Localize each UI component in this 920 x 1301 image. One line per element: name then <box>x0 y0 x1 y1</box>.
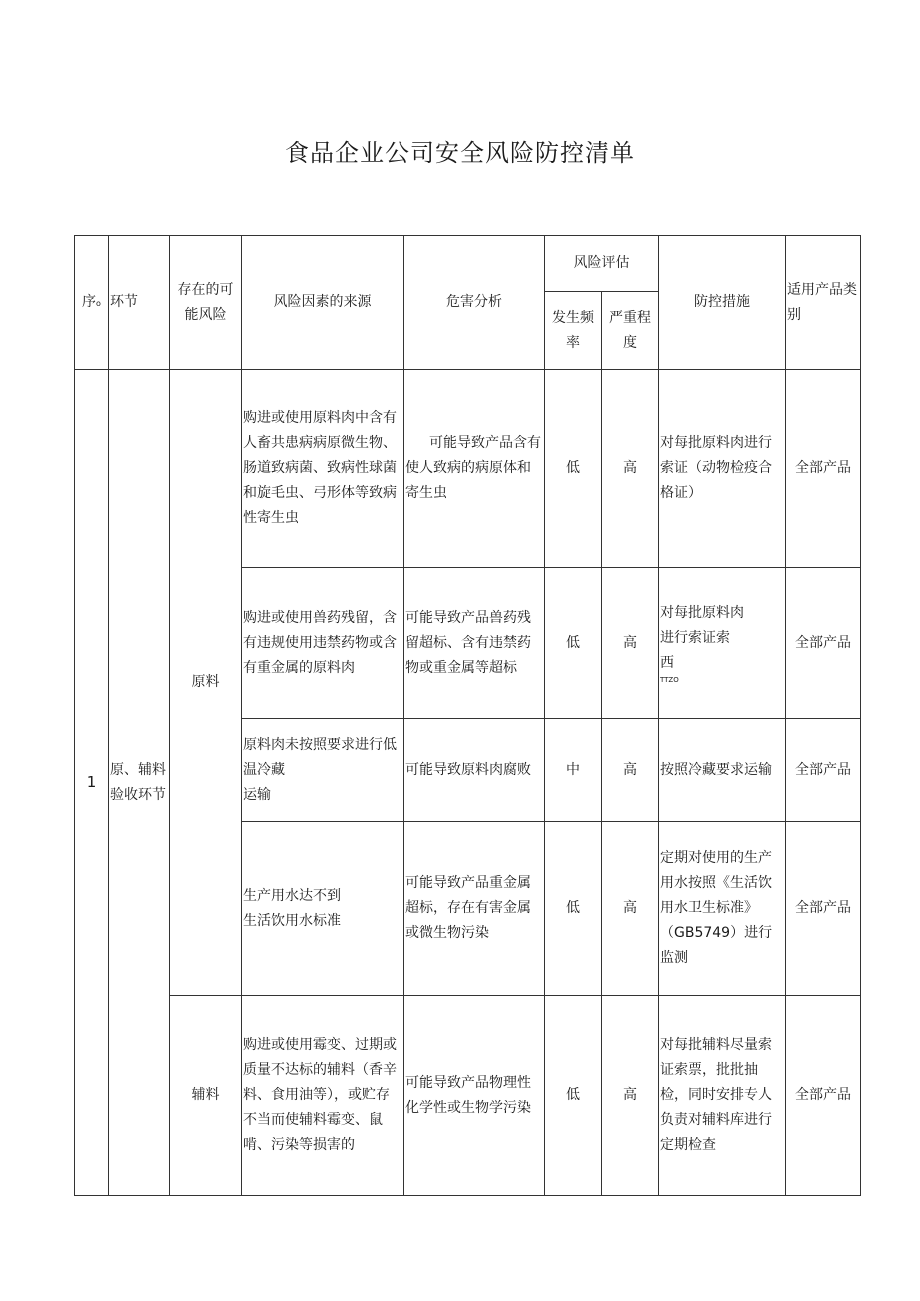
applicable-cell: 全部产品 <box>786 568 861 719</box>
hazard-cell: 可能导致产品重金属超标，存在有害金属或微生物污染 <box>404 822 545 996</box>
source-cell: 购进或使用原料肉中含有人畜共患病病原微生物、肠道致病菌、致病性球菌和旋毛虫、弓形体等致病性寄生虫 <box>242 370 404 568</box>
measures-cell: 对每批辅料尽量索证索票，批批抽检，同时安排专人负责对辅料库进行定期检查 <box>659 996 786 1196</box>
source-cell: 购进或使用霉变、过期或质量不达标的辅料（香辛料、食用油等），或贮存不当而使辅料霉变、鼠啃、污染等损害的 <box>242 996 404 1196</box>
header-frequency: 发生频率 <box>545 292 602 370</box>
group-stage: 原、辅料验收环节 <box>109 370 170 1196</box>
frequency-cell: 中 <box>545 719 602 822</box>
measures-note: TTZO <box>660 676 679 684</box>
applicable-cell: 全部产品 <box>786 370 861 568</box>
measures-cell: 定期对使用的生产用水按照《生活饮用水卫生标准》（GB5749）进行监测 <box>659 822 786 996</box>
header-hazard-analysis: 危害分析 <box>404 236 545 370</box>
source-cell: 生产用水达不到 生活饮用水标准 <box>242 822 404 996</box>
header-risk-source: 风险因素的来源 <box>242 236 404 370</box>
header-applicable: 适用产品类别 <box>786 236 861 370</box>
header-severity: 严重程度 <box>602 292 659 370</box>
hazard-cell: 可能导致产品含有使人致病的病原体和寄生虫 <box>404 370 545 568</box>
risk-cell: 辅料 <box>170 996 242 1196</box>
frequency-cell: 低 <box>545 370 602 568</box>
frequency-cell: 低 <box>545 822 602 996</box>
header-seq: 序o <box>75 236 109 370</box>
hazard-cell: 可能导致产品物理性化学性或生物学污染 <box>404 996 545 1196</box>
hazard-cell: 可能导致原料肉腐败 <box>404 719 545 822</box>
applicable-cell: 全部产品 <box>786 719 861 822</box>
severity-cell: 高 <box>602 822 659 996</box>
severity-cell: 高 <box>602 719 659 822</box>
risk-control-table <box>74 235 861 1196</box>
severity-cell: 高 <box>602 568 659 719</box>
table-row <box>75 996 861 1196</box>
frequency-cell: 低 <box>545 996 602 1196</box>
table-row <box>75 370 861 568</box>
measures-cell: 按照冷藏要求运输 <box>659 719 786 822</box>
applicable-cell: 全部产品 <box>786 822 861 996</box>
page-title: 食品企业公司安全风险防控清单 <box>285 139 635 167</box>
source-cell: 原料肉未按照要求进行低温冷藏 运输 <box>242 719 404 822</box>
header-measures: 防控措施 <box>659 236 786 370</box>
severity-cell: 高 <box>602 370 659 568</box>
measures-cell: 对每批原料肉 进行索证索 西 TTZO <box>659 568 786 719</box>
frequency-cell: 低 <box>545 568 602 719</box>
applicable-cell: 全部产品 <box>786 996 861 1196</box>
group-seq: 1 <box>75 370 109 1196</box>
header-possible-risk: 存在的可能风险 <box>170 236 242 370</box>
hazard-cell: 可能导致产品兽药残留超标、含有违禁药物或重金属等超标 <box>404 568 545 719</box>
risk-cell: 原料 <box>170 370 242 996</box>
header-stage: 环节 <box>109 236 170 370</box>
measures-cell: 对每批原料肉进行索证（动物检疫合格证） <box>659 370 786 568</box>
header-risk-assessment: 风险评估 <box>545 236 659 292</box>
source-cell: 购进或使用兽药残留，含有违规使用违禁药物或含有重金属的原料肉 <box>242 568 404 719</box>
severity-cell: 高 <box>602 996 659 1196</box>
